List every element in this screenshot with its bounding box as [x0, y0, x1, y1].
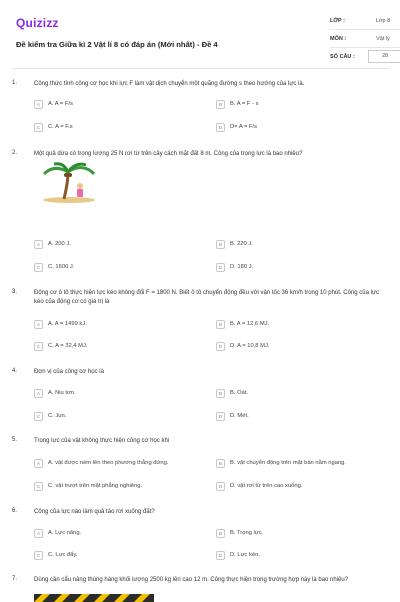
coconut-tree-illustration [34, 162, 104, 204]
option-text: C. A = F.s [48, 124, 73, 130]
question-text: Công của lực nào làm quả táo rơi xuống đất? [34, 509, 155, 515]
meta-value: Lớp 8 [375, 17, 391, 24]
option-b[interactable] [216, 457, 386, 469]
option-badge: D [216, 482, 225, 491]
option-text: D. Mét. [230, 413, 249, 419]
meta-value: 28 [368, 50, 400, 63]
option-text: D= A = F/s [230, 124, 258, 130]
option-c[interactable] [34, 480, 204, 492]
option-badge: A [34, 529, 43, 538]
option-text: B. A = F - s [230, 101, 259, 107]
option-badge: B [216, 389, 225, 398]
header-divider [12, 68, 390, 69]
question-text: Dùng cần cẩu nâng thùng hàng khối lượng 2500 kg lên cao 12 m. Công thực hiện trong trường hợp này là bao nhiêu? [34, 577, 349, 583]
option-c[interactable] [34, 549, 204, 561]
question-number: 1. [12, 80, 18, 86]
option-b[interactable] [216, 387, 386, 399]
option-badge: B [216, 529, 225, 538]
option-badge: D [216, 412, 225, 421]
worksheet-title: Đề kiểm tra Giữa kì 2 Vật lí 8 có đáp án (Mới nhất) - Đề 4 [16, 40, 218, 49]
option-text: C. A = 32,4 MJ. [48, 343, 88, 349]
option-text: B. Oát. [230, 390, 249, 396]
option-b[interactable] [216, 98, 386, 110]
question-text: Động cơ ô tô thực hiện lực kéo không đổi F = 1800 N. Biết ô tô chuyển động đều với vận tốc 36 km/h trong 10 phút. Công của lực kéo của động cơ có giá trị là [34, 290, 379, 305]
option-a[interactable] [34, 387, 204, 399]
option-d[interactable] [216, 480, 386, 492]
option-text: A. Niu tơn. [48, 390, 76, 396]
option-badge: A [34, 240, 43, 249]
option-text: A. A = 1499 kJ. [48, 321, 87, 327]
option-text: A. vật được ném lên theo phương thẳng đứng. [48, 460, 169, 466]
option-c[interactable] [34, 261, 204, 273]
option-c[interactable] [34, 410, 204, 422]
option-badge: C [34, 551, 43, 560]
option-c[interactable] [34, 340, 204, 352]
option-badge: A [34, 100, 43, 109]
option-text: B. vật chuyển động trên mặt bàn nằm ngang. [230, 460, 347, 466]
option-text: C. 1600 J. [48, 264, 75, 270]
option-text: A. Lực nâng. [48, 530, 82, 536]
option-badge: B [216, 320, 225, 329]
option-a[interactable] [34, 238, 204, 250]
option-a[interactable] [34, 457, 204, 469]
question-number: 6. [12, 508, 18, 514]
option-badge: D [216, 342, 225, 351]
option-a[interactable] [34, 98, 204, 110]
question-text: Công thức tính công cơ học khi lực F làm vật dịch chuyển một quãng đường s theo hướng của lực là. [34, 81, 305, 87]
option-text: D. Lực kéo. [230, 552, 260, 558]
option-a[interactable] [34, 318, 204, 330]
option-badge: A [34, 320, 43, 329]
option-badge: C [34, 412, 43, 421]
option-text: D. 180 J. [230, 264, 254, 270]
worksheet-meta [330, 12, 400, 65]
question-number: 2. [12, 150, 18, 156]
option-badge: D [216, 551, 225, 560]
question-number: 4. [12, 368, 18, 374]
question-number: 7. [12, 576, 18, 582]
worksheet-header [12, 8, 390, 68]
option-text: B. 220 J. [230, 241, 253, 247]
option-b[interactable] [216, 238, 386, 250]
quizizz-logo: Quizizz [16, 16, 59, 30]
meta-row-class [330, 12, 400, 30]
option-d[interactable] [216, 340, 386, 352]
option-badge: C [34, 482, 43, 491]
option-c[interactable] [34, 121, 204, 133]
option-text: A. A = F/s [48, 101, 73, 107]
question-number: 5. [12, 437, 18, 443]
option-text: C. vật trượt trên mặt phẳng nghiêng. [48, 483, 143, 489]
option-d[interactable] [216, 261, 386, 273]
option-b[interactable] [216, 318, 386, 330]
crane-photo-thumbnail [34, 594, 154, 602]
option-badge: B [216, 459, 225, 468]
option-badge: C [34, 123, 43, 132]
option-badge: D [216, 123, 225, 132]
option-badge: C [34, 342, 43, 351]
option-text: A. 200 J. [48, 241, 71, 247]
option-d[interactable] [216, 410, 386, 422]
meta-row-count [330, 48, 400, 65]
question-text: Đơn vị của công cơ học là [34, 369, 104, 375]
question-text: Một quả dừa có trọng lượng 25 N rơi từ trên cây cách mặt đất 8 m. Công của trọng lực là bao nhiêu? [34, 151, 303, 157]
option-badge: D [216, 263, 225, 272]
question-number: 3. [12, 289, 18, 295]
option-text: C. Jun. [48, 413, 67, 419]
option-badge: B [216, 240, 225, 249]
meta-label: SỐ CÂU : [330, 53, 355, 60]
option-d[interactable] [216, 549, 386, 561]
meta-label: LỚP : [330, 17, 345, 24]
option-badge: C [34, 263, 43, 272]
option-badge: A [34, 459, 43, 468]
option-text: D. A = 10,8 MJ. [230, 343, 270, 349]
option-text: C. Lực đẩy. [48, 552, 78, 558]
option-text: D. vật rơi từ trên cao xuống. [230, 483, 303, 489]
option-badge: B [216, 100, 225, 109]
question-text: Trọng lực của vật không thực hiện công cơ học khi [34, 438, 170, 444]
option-text: B. A = 12,6 MJ. [230, 321, 270, 327]
meta-label: MÔN : [330, 35, 347, 42]
option-text: B. Trọng lực. [230, 530, 264, 536]
option-b[interactable] [216, 527, 386, 539]
meta-value: Vật lý [376, 35, 390, 42]
option-d[interactable] [216, 121, 386, 133]
meta-row-subject [330, 30, 400, 48]
option-badge: A [34, 389, 43, 398]
option-a[interactable] [34, 527, 204, 539]
